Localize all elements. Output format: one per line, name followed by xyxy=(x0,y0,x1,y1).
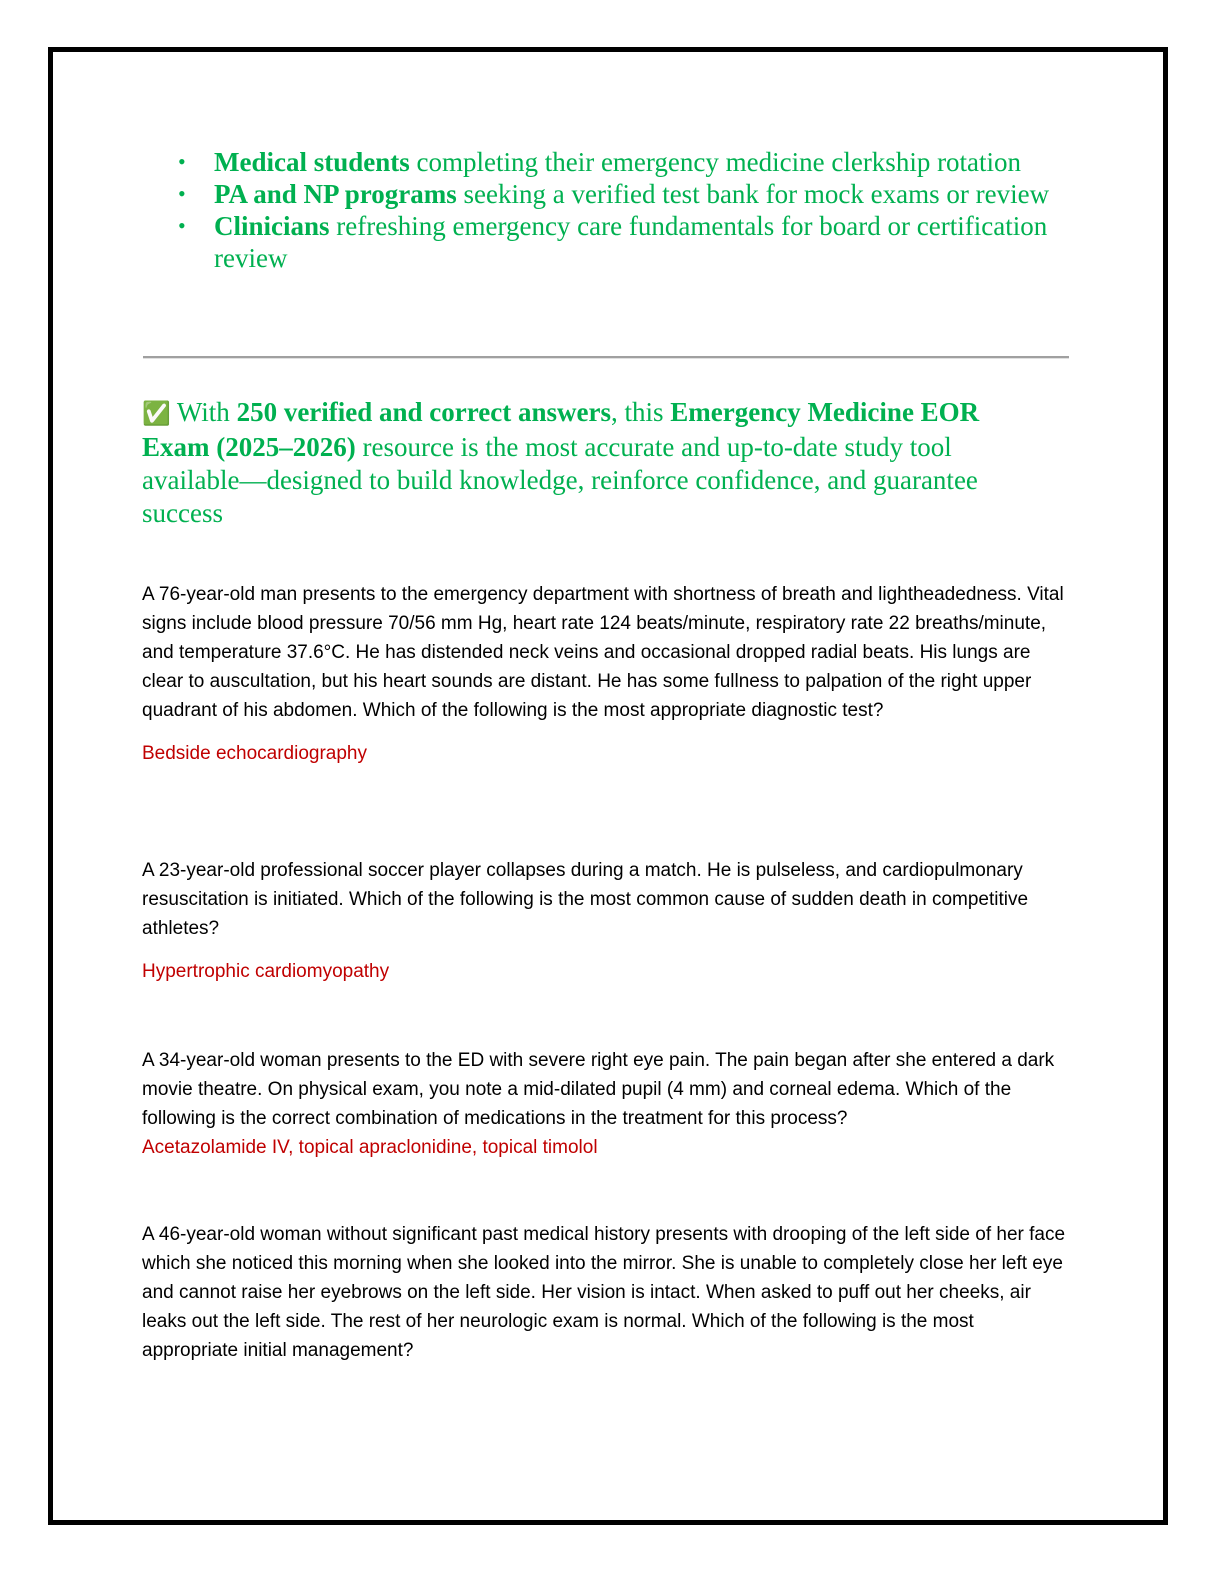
summary-bold: Emergency Medicine EOR Exam (2025–2026) xyxy=(142,397,980,462)
audience-text: completing their emergency medicine clerkship rotation xyxy=(409,147,1022,177)
summary-paragraph xyxy=(142,396,1022,530)
question-block xyxy=(142,580,1072,768)
answer-text: Acetazolamide IV, topical apraclonidine, topical timolol xyxy=(142,1137,598,1158)
list-item xyxy=(214,146,1114,178)
audience-text: refreshing emergency care fundamentals for board or certification review xyxy=(214,211,1048,273)
audience-bold: Clinicians xyxy=(214,211,330,241)
answer-text: Bedside echocardiography xyxy=(142,743,367,764)
summary-text: , this xyxy=(610,397,671,427)
question-block xyxy=(142,856,1072,986)
summary-text: resource is the most accurate and up-to-date study tool available—designed to build knowledge, reinforce confidence, and guarantee success xyxy=(142,432,978,528)
check-mark-icon: ✅ xyxy=(142,401,171,427)
question-text: A 23-year-old professional soccer player collapses during a match. He is pulseless, and cardiopulmonary resuscitation is initiated. Which of the following is the most common cause of sudden death in competitive athletes? xyxy=(142,860,1029,939)
horizontal-divider xyxy=(143,356,1069,359)
question-text: A 46-year-old woman without significant past medical history presents with drooping of the left side of her face which she noticed this morning when she looked into the mirror. She is unable to completely close her left eye and cannot raise her eyebrows on the left side. Her vision is intact. When asked to puff out her cheeks, air leaks out the left side. The rest of her neurologic exam is normal. Which of the following is the most appropriate initial management? xyxy=(142,1224,1066,1361)
answer-text: Hypertrophic cardiomyopathy xyxy=(142,961,390,982)
summary-bold: 250 verified and correct answers xyxy=(236,397,611,427)
audience-list xyxy=(142,146,1114,274)
audience-bold: Medical students xyxy=(214,147,410,177)
question-block xyxy=(142,1046,1072,1162)
audience-text: seeking a verified test bank for mock exams or review xyxy=(456,179,1050,209)
list-item xyxy=(214,210,1114,274)
question-text: A 76-year-old man presents to the emergency department with shortness of breath and lightheadedness. Vital signs include blood pressure 70/56 mm Hg, heart rate 124 beats/minute, respiratory rate 22 breaths/minute, and temperature 37.6°C. He has distended neck veins and occasional dropped radial beats. His lungs are clear to auscultation, but his heart sounds are distant. He has some fullness to palpation of the right upper quadrant of his abdomen. Which of the following is the most appropriate diagnostic test? xyxy=(142,584,1064,721)
audience-bold: PA and NP programs xyxy=(214,179,457,209)
summary-text: With xyxy=(170,397,237,427)
list-item xyxy=(214,178,1114,210)
question-block xyxy=(142,1220,1072,1365)
question-text: A 34-year-old woman presents to the ED with severe right eye pain. The pain began after she entered a dark movie theatre. On physical exam, you note a mid-dilated pupil (4 mm) and corneal edema. Which of the following is the correct combination of medications in the treatment for this process? xyxy=(142,1050,1055,1129)
